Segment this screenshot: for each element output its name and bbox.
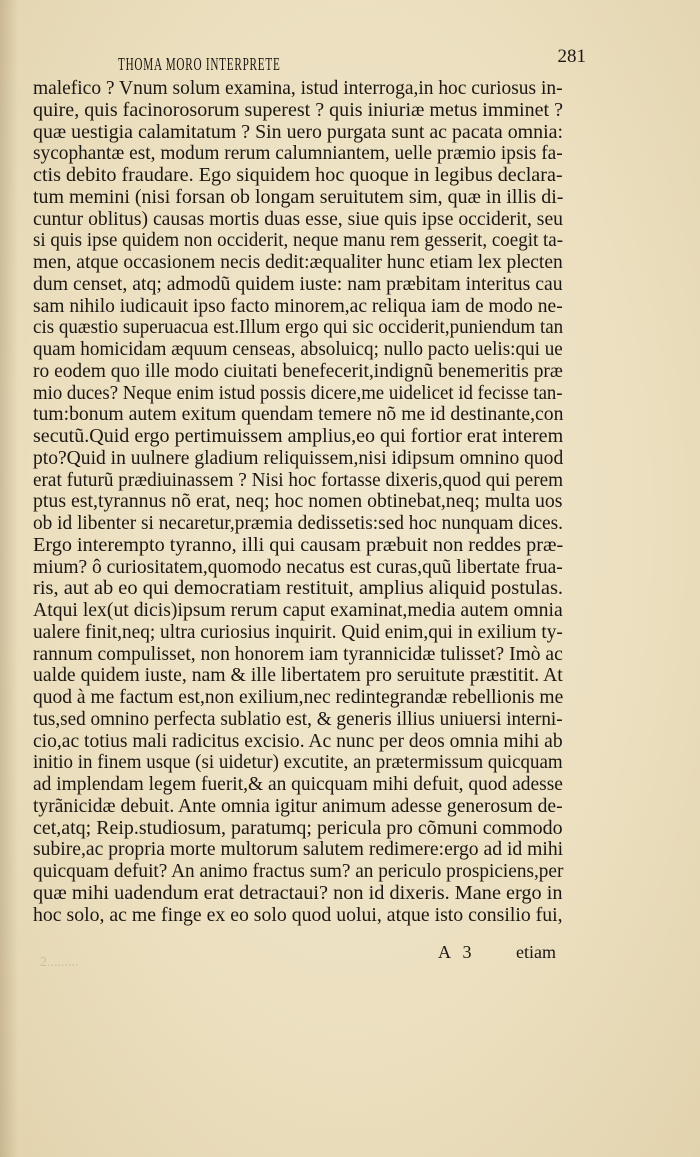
text-line: ualere finit,neq; ultra curiosius inquirit. Quid enim,qui in exilium ty-	[33, 620, 563, 643]
text-line: quam homicidam æquum censeas, absoluicq; nullo pacto uelis:qui ue	[33, 338, 563, 360]
text-line: si quis ipse quidem non occiderit, neque manu rem gesserit, coegit ta-	[33, 229, 564, 252]
text-line: tum:bonum autem exitum quendam temere nõ me id destinante,con	[33, 403, 564, 426]
catchword: etiam	[516, 942, 556, 962]
text-line: cuntur oblitus) causas mortis duas esse, siue quis ipse occiderit, seu	[33, 207, 563, 230]
text-line: hoc solo, ac me finge ex eo solo quod uolui, atque isto consilio fui,	[33, 903, 563, 926]
text-line: sam nihilo iudicauit ipso facto minorem,ac reliqua iam de modo ne-	[33, 294, 563, 317]
text-line: mium? ô curiositatem,quomodo necatus est curas,quũ libertate frua-	[33, 555, 563, 578]
text-line: ptus est,tyrannus nõ erat, neq; hoc nomen obtinebat,neq; multa uos	[33, 490, 563, 513]
text-line: ctis debito fraudare. Ego siquidem hoc quoque in legibus declara-	[33, 164, 563, 186]
text-line: ualde quidem iuste, nam & ille libertatem pro seruitute præstitit. At	[33, 664, 563, 687]
text-line: men, atque occasionem necis dedit:æqualiter hunc etiam lex plecten	[33, 251, 563, 273]
text-line: tum memini (nisi forsan ob longam seruitutem sim, quæ in illis di-	[33, 185, 564, 208]
text-line: dum censet, atq; admodũ quidem iuste: nam præbitam interitus cau	[33, 272, 563, 295]
folio-number: 281	[557, 46, 586, 67]
text-line: pto?Quid in uulnere gladium reliquissem,nisi idipsum omnino quod	[33, 446, 564, 469]
gutter-shadow	[0, 0, 18, 1157]
text-line: Atqui lex(ut dicis)ipsum rerum caput examinat,media autem omnia	[33, 599, 563, 621]
running-head: THOMA MORO INTERPRETE	[118, 54, 281, 74]
text-line: ro eodem quo ille modo ciuitati benefecerit,indignũ benemeritis præ	[33, 359, 563, 382]
text-line: quæ uestigia calamitatum ? Sin uero purgata sunt ac pacata omnia:	[33, 120, 563, 143]
text-line: mio duces? Neque enim istud possis dicere,me uidelicet id fecisse tan-	[33, 381, 563, 404]
text-line: Ergo interempto tyranno, illi qui causam præbuit non reddes præ-	[33, 533, 564, 556]
text-line: sycophantæ est, modum rerum calumniantem, uelle præmio ipsis fa-	[33, 142, 563, 165]
text-line: quæ mihi uadendum erat detractaui? non id dixeris. Mane ergo in	[33, 881, 563, 904]
text-line: rannum compulisset, non honorem iam tyrannicidæ tulisset? Imò ac	[33, 642, 563, 665]
text-line: initio in finem usque (si uidetur) excutite, an prætermissum quicquam	[33, 751, 563, 774]
offset-ghost-text: 2.........	[40, 955, 79, 970]
text-line: quod à me factum est,non exilium,nec redintegrandæ rebellionis me	[33, 686, 564, 708]
text-line: cio,ac totius mali radicitus excisio. Ac nunc per deos omnia mihi ab	[33, 729, 563, 752]
text-line: ob id libenter si necaretur,præmia dedissetis:sed hoc nunquam dices.	[33, 512, 563, 534]
text-block	[33, 76, 573, 946]
text-line: ris, aut ab eo qui democratiam restituit, amplius aliquid postulas.	[33, 577, 564, 600]
text-line: secutũ.Quid ergo pertimuissem amplius,eo qui fortior erat interem	[33, 425, 564, 447]
text-line: tyrãnicidæ debuit. Ante omnia igitur animum adesse generosum de-	[33, 794, 563, 817]
text-line: erat futurũ prædiuinassem ? Nisi hoc fortasse dixeris,quod qui perem	[33, 468, 564, 491]
text-line: cet,atq; Reip.studiosum, paratumq; pericula pro cõmuni commodo	[33, 816, 563, 839]
text-line: ad implendam legem fuerit,& an quicquam mihi defuit, quod adesse	[33, 773, 563, 795]
text-line: quire, quis facinorosorum superest ? quis iniuriæ metus imminet ?	[33, 98, 564, 121]
signature-mark: A 3	[438, 942, 476, 962]
text-line: tus,sed omnino perfecta sublatio est, & generis illius uniuersi interni-	[33, 707, 563, 730]
text-line: subire,ac propria morte multorum salutem redimere:ergo ad id mihi	[33, 838, 564, 861]
text-line: malefico ? Vnum solum examina, istud interroga,in hoc curiosus in-	[33, 77, 563, 99]
text-line: quicquam defuit? An animo fractus sum? an periculo prospiciens,per	[33, 860, 564, 882]
text-line: cis quæstio superuacua est.Illum ergo qui sic occiderit,puniendum tan	[33, 316, 564, 339]
